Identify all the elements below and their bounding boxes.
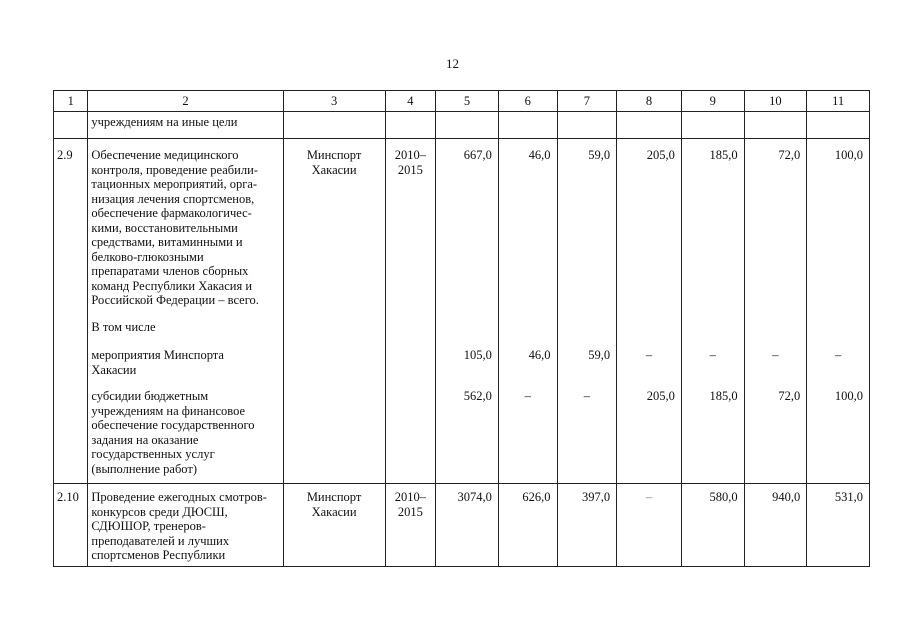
value-2010: 626,0: [498, 484, 557, 567]
value-2010: 46,0: [498, 139, 557, 320]
sub-item-title: мероприятия Минспорта Хакасии: [88, 348, 283, 389]
value-2014: –: [744, 348, 807, 389]
value-2012: –: [617, 484, 682, 567]
value-2013: 580,0: [681, 484, 744, 567]
column-header: 9: [681, 91, 744, 112]
column-header: 4: [385, 91, 436, 112]
table-row: [54, 139, 870, 320]
table-row: [54, 484, 870, 567]
value-2013: 185,0: [681, 389, 744, 484]
item-title: Обеспечение медицинского контроля, проведение реабили- тационных мероприятий, орга- низация лечения спортсменов, обеспечение фармакологичес- кими, восстановительными средствами, витаминными и белково-глюкозными препаратами членов сборных команд Республики Хакасия и Российской Федерации – всего.: [88, 139, 283, 320]
column-header: 7: [557, 91, 617, 112]
item-number: 2.10: [54, 484, 88, 567]
executor: Минспорт Хакасии: [283, 139, 385, 320]
column-header: 3: [283, 91, 385, 112]
continuation-row: [54, 112, 870, 139]
budget-table: [53, 90, 870, 567]
table-header-row: [54, 91, 870, 112]
value-2011: 397,0: [557, 484, 617, 567]
value-total: 667,0: [436, 139, 499, 320]
sub-item-title: субсидии бюджетным учреждениям на финансовое обеспечение государственного задания на оказание государственных услуг (выполнение работ): [88, 389, 283, 484]
value-2011: 59,0: [557, 139, 617, 320]
column-header: 11: [807, 91, 870, 112]
item-title: Проведение ежегодных смотров- конкурсов среди ДЮСШ, СДЮШОР, тренеров- преподавателей и лучших спортсменов Республики: [88, 484, 283, 567]
column-header: 1: [54, 91, 88, 112]
value-total: 562,0: [436, 389, 499, 484]
value-2013: 185,0: [681, 139, 744, 320]
executor: Минспорт Хакасии: [283, 484, 385, 567]
value-2015: 100,0: [807, 389, 870, 484]
column-header: 10: [744, 91, 807, 112]
value-2014: 940,0: [744, 484, 807, 567]
value-2010: –: [498, 389, 557, 484]
value-2015: –: [807, 348, 870, 389]
value-2012: –: [617, 348, 682, 389]
table-row: [54, 320, 870, 349]
value-2011: –: [557, 389, 617, 484]
value-2015: 531,0: [807, 484, 870, 567]
item-number: 2.9: [54, 139, 88, 320]
value-total: 105,0: [436, 348, 499, 389]
table-row: [54, 389, 870, 484]
including-label: В том числе: [88, 320, 283, 349]
value-2015: 100,0: [807, 139, 870, 320]
column-header: 8: [617, 91, 682, 112]
period: 2010– 2015: [385, 484, 436, 567]
column-header: 6: [498, 91, 557, 112]
value-2012: 205,0: [617, 139, 682, 320]
column-header: 2: [88, 91, 283, 112]
column-header: 5: [436, 91, 499, 112]
value-2014: 72,0: [744, 389, 807, 484]
value-total: 3074,0: [436, 484, 499, 567]
value-2014: 72,0: [744, 139, 807, 320]
value-2013: –: [681, 348, 744, 389]
table-row: [54, 348, 870, 389]
value-2010: 46,0: [498, 348, 557, 389]
value-2011: 59,0: [557, 348, 617, 389]
page-number: 12: [446, 56, 459, 71]
continuation-text: учреждениям на иные цели: [88, 112, 283, 139]
period: 2010– 2015: [385, 139, 436, 320]
value-2012: 205,0: [617, 389, 682, 484]
